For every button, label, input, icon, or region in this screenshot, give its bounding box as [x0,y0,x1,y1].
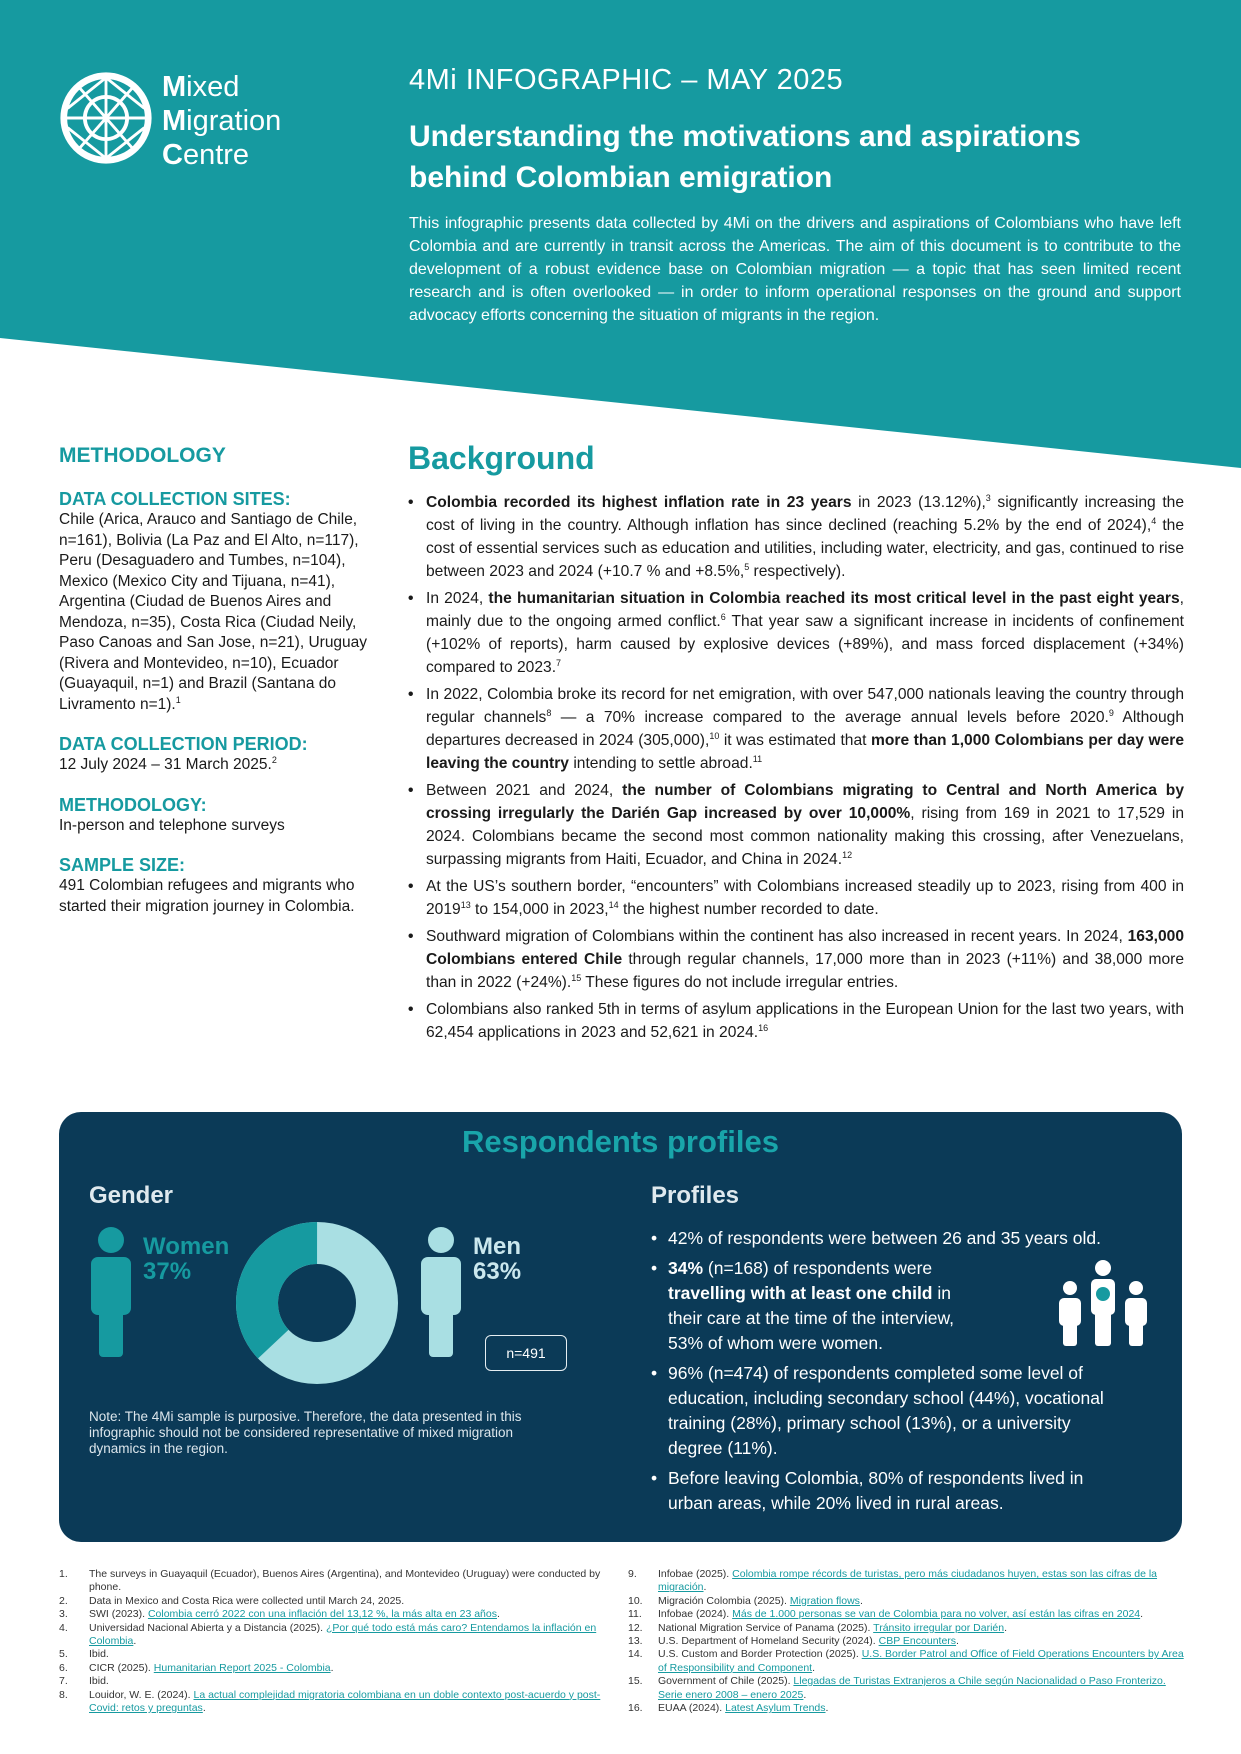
background-item: • Between 2021 and 2024, the number of Colombians migrating to Central and North America by crossing irregularly the Darién Gap increased by over 10,000%, rising from 169 in 2021 to 17,529 in 2024. Colombians became the second most common nationality making this crossing, after Venezuelans, surpassing migrants from Haiti, Ecuador, and China in 2024.12 [408,779,1184,871]
footnote-link[interactable]: CBP Encounters [878,1635,957,1648]
sample-size-badge: n=491 [485,1335,567,1371]
profile-item: • 34% (n=168) of respondents were travelling with at least one child in their care at the time of the interview, 53% of whom were women. [651,1256,1121,1356]
footnote-link[interactable]: Tránsito irregular por Darién [873,1621,1005,1634]
background-list [408,491,1184,1044]
footnote: 10. Migración Colombia (2025). Migration flows. [628,1594,863,1607]
sample-text: 491 Colombian refugees and migrants who started their migration journey in Colombia. [59,877,355,915]
footnote: 15. Government of Chile (2025). Llegadas de Turistas Extranjeros a Chile según Nacionalidad o Paso Fronterizo. Serie enero 2008 – enero 2025. [628,1675,1166,1701]
methodology-heading: METHODOLOGY [59,444,226,467]
methodology-section [59,444,369,917]
respondents-title: Respondents profiles [462,1124,779,1159]
footnote: 12. National Migration Service of Panama (2025). Tránsito irregular por Darién. [628,1621,1008,1634]
background-heading: Background [408,440,595,476]
footnote-link[interactable]: Latest Asylum Trends [725,1702,826,1715]
footnote: 6. CICR (2025). Humanitarian Report 2025 - Colombia. [59,1661,334,1674]
infographic-kicker: 4Mi INFOGRAPHIC – MAY 2025 [409,64,844,96]
sample-note: Note: The 4Mi sample is purposive. Therefore, the data presented in this infographic should not be considered representative of mixed migration dynamics in the region. [89,1409,522,1456]
footnote: 7. Ibid. [59,1675,109,1688]
footnote: 2. Data in Mexico and Costa Rica were collected until March 24, 2025. [59,1594,405,1607]
footnote: 9. Infobae (2025). Colombia rompe récords de turistas, pero más ciudadanos huyen, estas son las cifras de la migración. [628,1568,1158,1594]
profiles-heading: Profiles [651,1182,740,1209]
profile-item: • Before leaving Colombia, 80% of respondents lived in urban areas, while 20% lived in rural areas. [651,1466,1121,1516]
woman-figure-icon [89,1227,133,1357]
footnote: 4. Universidad Nacional Abierta y a Distancia (2025). ¿Por qué todo está más caro? Entendamos la inflación en Colombia. [59,1621,597,1648]
intro-paragraph: This infographic presents data collected by 4Mi on the drivers and aspirations of Colombians who have left Colombia and are currently in transit across the Americas. The aim of this document is to contribute to the development of a robust evidence base on Colombian migration — a topic that has seen limited recent research and is often overlooked — in order to inform operational responses on the ground and support advocacy efforts concerning the situation of migrants in the region. [409,215,1181,324]
background-item: • Colombia recorded its highest inflation rate in 23 years in 2023 (13.12%),$^3$ significantly increasing the cost of living in the country. Although inflation has since declined (reaching 5.2% by the end of 2024),$^4$ the cost of essential services such as education and utilities, including water, electricity, and gas, continued to rise between 2023 and 2024 (+10.7 % and +8.5%,$^5$ respectively). [408,491,1184,583]
gender-heading: Gender [89,1182,174,1209]
mmc-logo [58,70,318,170]
profile-item: • 42% of respondents were between 26 and 35 years old. [651,1226,1121,1251]
globe-network-icon [58,70,154,166]
background-item: • In 2022, Colombia broke its record for net emigration, with over 547,000 nationals leaving the country through regular channels$^8$ — a 70% increase compared to the average annual levels before 2020.$^9$ Although departures decreased in 2024 (305,000),$^{10}$ it was estimated that more than 1,000 Colombians per day were leaving the country intending to settle abroad.$^{11}$ [408,683,1184,775]
footnote: 5. Ibid. [59,1648,109,1661]
logo-wordmark: Mixed Migration Centre [162,71,282,171]
background-item: • Southward migration of Colombians within the continent has also increased in recent years. In 2024, 163,000 Colombians entered Chile through regular channels, 17,000 more than in 2023 (+11%) and 38,000 more than in 2022 (+24%).$^{15}$ These figures do not include irregular entries. [408,925,1184,994]
background-item: • In 2024, the humanitarian situation in Colombia reached its most critical level in the past eight years, mainly due to the ongoing armed conflict.$^6$ That year saw a significant increase in incidents of confinement (+102% of reports), harm caused by explosive devices (+89%), and mass forced displacement (+34%) compared to 2023.$^7$ [408,587,1184,679]
footnote-link[interactable]: ¿Por qué todo está más caro? Entendamos la inflación en Colombia [89,1621,597,1648]
footnote: 1. The surveys in Guayaquil (Ecuador), Buenos Aires (Argentina), and Montevideo (Uruguay) were conducted by phone. [59,1568,601,1594]
footnote-link[interactable]: La actual complejidad migratoria colombiana en un doble contexto post-acuerdo y post-Covid: retos y preguntas [89,1688,601,1715]
profile-item: • 96% (n=474) of respondents completed some level of education, including secondary school (44%), vocational training (28%), primary school (13%), or a university degree (11%). [651,1361,1121,1461]
men-stat: Men 63% [473,1233,522,1285]
footnotes-left [59,1568,611,1715]
sites-heading: DATA COLLECTION SITES: [59,489,291,509]
period-text: 12 July 2024 – 31 March 2025.$^2$ [59,754,277,773]
background-item: • Colombians also ranked 5th in terms of asylum applications in the European Union for the last two years, with 62,454 applications in 2023 and 52,621 in 2024.16 [408,998,1184,1044]
footnote: 11. Infobae (2024). Más de 1.000 personas se van de Colombia para no volver, así están las cifras en 2024. [628,1608,1144,1621]
footnote: 13. U.S. Department of Homeland Security (2024). CBP Encounters. [628,1635,959,1648]
footnote-link[interactable]: Más de 1.000 personas se van de Colombia para no volver, así están las cifras en 2024 [732,1608,1141,1621]
footnote-link[interactable]: Colombia rompe récords de turistas, pero más ciudadanos huyen, estas son las cifras de la migración [658,1568,1158,1594]
footnote-link[interactable]: Migration flows [789,1594,860,1607]
page-title: Understanding the motivations and aspirations behind Colombian emigration [409,120,1081,194]
period-heading: DATA COLLECTION PERIOD: [59,734,308,754]
sample-heading: SAMPLE SIZE: [59,855,186,875]
background-section [408,440,1184,1048]
sites-text: Chile (Arica, Arauco and Santiago de Chile, n=161), Bolivia (La Paz and El Alto, n=117), Peru (Desaguadero and Tumbes, n=104), Mexico (Mexico City and Tijuana, n=41), Argentina (Ciudad de Buenos Aires and Mendoza, n=35), Costa Rica (Ciudad Neily, Paso Canoas and San Jose, n=21), Uruguay (Rivera and Montevideo, n=10), Ecuador (Guayaquil, n=1) and Brazil (Santana do Livramento n=1).$^1$ [59,511,368,713]
footnote: 16. EUAA (2024). Latest Asylum Trends. [628,1702,829,1715]
footnotes-right [628,1568,1184,1715]
footnote-link[interactable]: Llegadas de Turistas Extranjeros a Chile según Nacionalidad o Paso Fronterizo. Serie enero 2008 – enero 2025 [658,1675,1166,1701]
women-stat: Women 37% [143,1233,230,1285]
footnote: 8. Louidor, W. E. (2024). La actual complejidad migratoria colombiana en un doble contexto post-acuerdo y post-Covid: retos y preguntas. [59,1688,601,1715]
gender-donut-chart [236,1222,398,1384]
method-heading: METHODOLOGY: [59,794,207,815]
footnote: 14. U.S. Custom and Border Protection (2025). U.S. Border Patrol and Office of Field Operations Encounters by Area of Responsibility and Component. [628,1648,1184,1674]
footnote: 3. SWI (2023). Colombia cerró 2022 con una inflación del 13,12 %, la más alta en 23 años. [59,1608,500,1621]
footnote-link[interactable]: Humanitarian Report 2025 - Colombia [153,1661,331,1674]
footnote-link[interactable]: Colombia cerró 2022 con una inflación del 13,12 %, la más alta en 23 años [147,1608,497,1621]
respondents-panel [59,1112,1182,1542]
man-figure-icon [419,1227,463,1357]
family-icon [1057,1260,1149,1346]
profiles-list [651,1226,1121,1521]
background-item: • At the US’s southern border, “encounters” with Colombians increased steadily up to 2023, rising from 400 in 2019$^{13}$ to 154,000 in 2023,14 the highest number recorded to date. [408,875,1184,921]
footnote-link[interactable]: U.S. Border Patrol and Office of Field Operations Encounters by Area of Responsibility and Component [658,1648,1184,1674]
method-text: In-person and telephone surveys [59,816,285,834]
